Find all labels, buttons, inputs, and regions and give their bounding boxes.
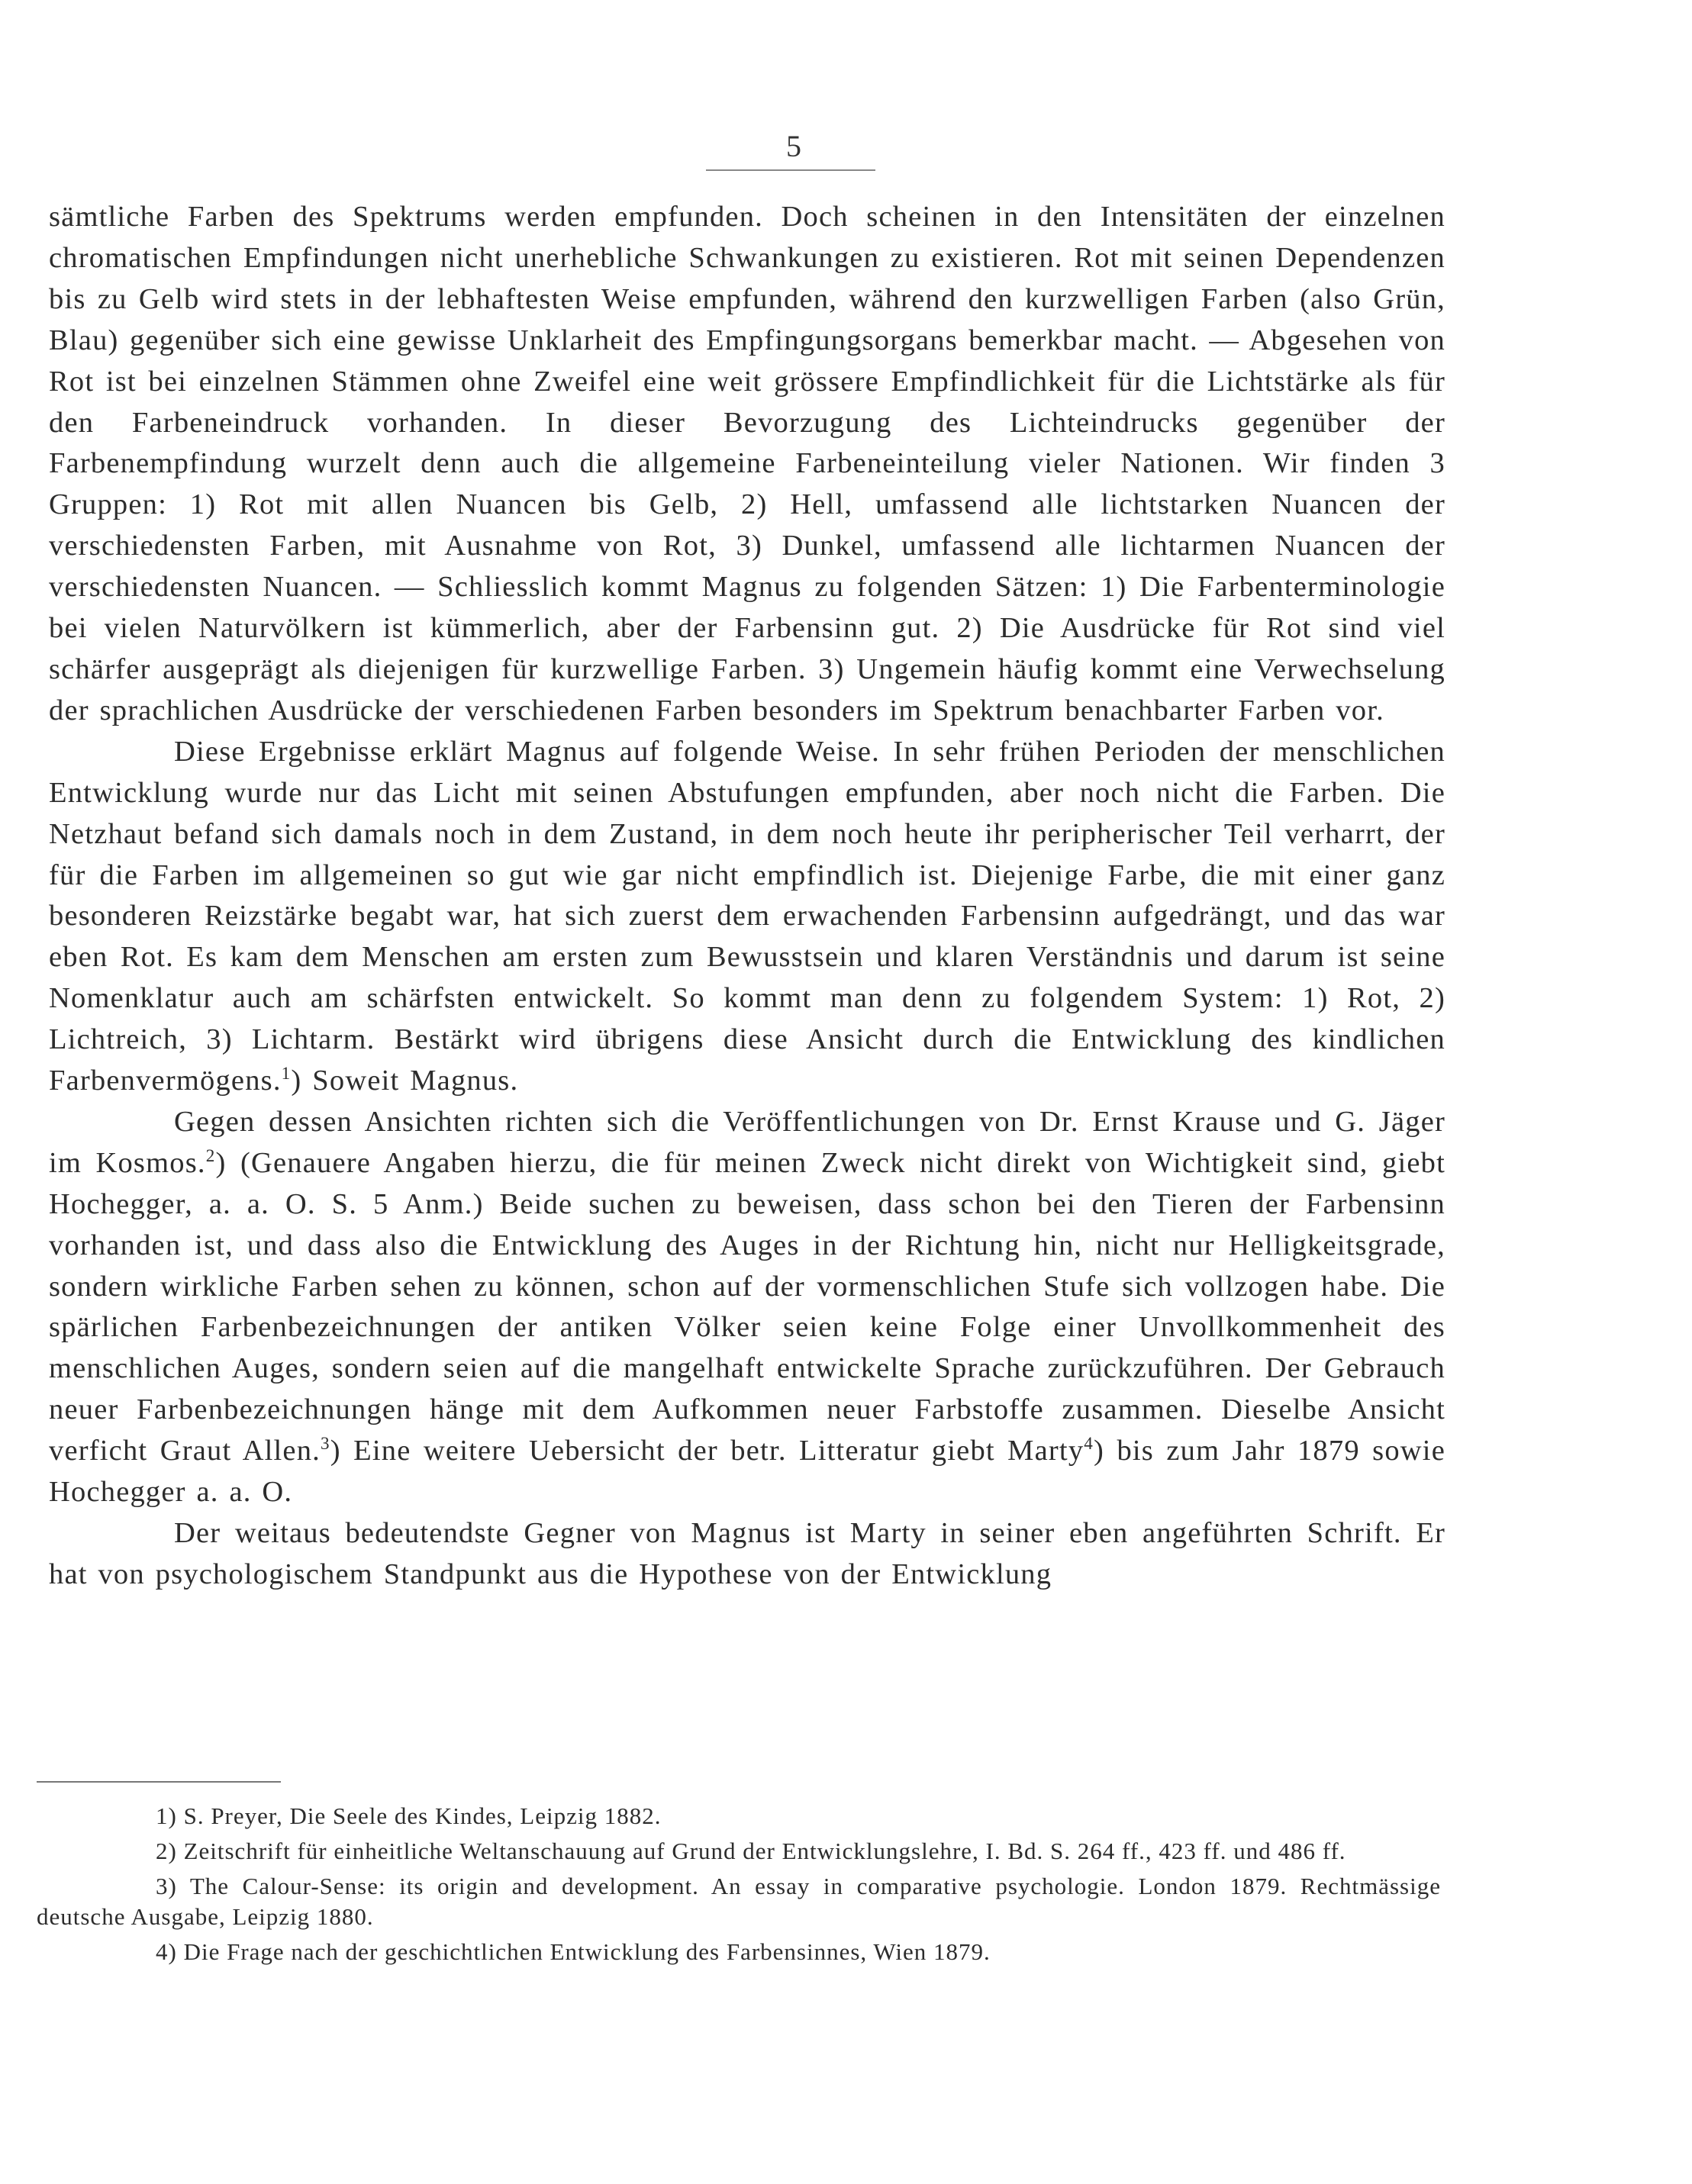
footnote-2: 2) Zeitschrift für einheitliche Weltanschauung auf Grund der Entwicklungslehre, I. Bd. S. 264 ff., 423 ff. und 486 ff. [156, 1838, 1346, 1864]
paragraph-1: sämtliche Farben des Spektrums werden empfunden. Doch scheinen in den Intensitäten der einzelnen chromatischen Empfindungen nicht unerhebliche Schwankungen zu existieren. Rot mit seinen Dependenzen bis zu Gelb wird stets in der lebhaftesten Weise empfunden, während den kurzwelligen Farben (also Grün, Blau) gegenüber sich eine gewisse Unklarheit des Empfingungsorgans bemerkbar macht. — Abgesehen von Rot ist bei einzelnen Stämmen ohne Zweifel eine weit grössere Empfindlichkeit für die Lichtstärke als für den Farbeneindruck vorhanden. In dieser Bevorzugung des Lichteindrucks gegenüber der Farbenempfindung wurzelt denn auch die allgemeine Farbeneinteilung vieler Nationen. Wir finden 3 Gruppen: 1) Rot mit allen Nuancen bis Gelb, 2) Hell, umfassend alle lichtstarken Nuancen der verschiedensten Farben, mit Ausnahme von Rot, 3) Dunkel, umfassend alle lichtarmen Nuancen der verschiedensten Nuancen. — Schliesslich kommt Magnus zu folgenden Sätzen: 1) Die Farbenterminologie bei vielen Naturvölkern ist kümmerlich, aber der Farbensinn gut. 2) Die Ausdrücke für Rot sind viel schärfer ausgeprägt als diejenigen für kurzwellige Farben. 3) Ungemein häufig kommt eine Verwechselung der sprachlichen Ausdrücke der verschiedenen Farben besonders im Spektrum benachbarter Farben vor. [49, 201, 1445, 726]
footnote-1: 1) S. Preyer, Die Seele des Kindes, Leipzig 1882. [156, 1802, 662, 1829]
paragraph-2-tail: ) Soweit Magnus. [291, 1065, 519, 1097]
paragraph-2 [49, 732, 1445, 1102]
footnote-ref-2: 2 [205, 1145, 216, 1166]
paragraph-3-text-2: ) (Genauere Angaben hierzu, die für meinen Zweck nicht direkt von Wichtigkeit sind, giebt Hochegger, a. a. O. S. 5 Anm.) Beide suchen zu beweisen, dass schon bei den Tieren der Farbensinn vorhanden ist, und dass also die Entwicklung des Auges in der Richtung hin, nicht nur Helligkeitsgrade, sondern wirkliche Farben sehen zu können, schon auf der vormenschlichen Stufe sich vollzogen habe. Die spärlichen Farbenbezeichnungen der antiken Völker seien keine Folge einer Unvollkommenheit des menschlichen Auges, sondern seien auf die mangelhaft entwickelte Sprache zurückzuführen. Der Gebrauch neuer Farbenbezeichnungen hänge mit dem Aufkommen neuer Farbstoffe zusammen. Dieselbe Ansicht verficht Graut Allen. [49, 1146, 1446, 1467]
paragraph-3-text-3: ) Eine weitere Uebersicht der betr. Litteratur giebt Marty [330, 1435, 1084, 1467]
footnote-ref-4: 4 [1084, 1433, 1094, 1454]
footnote-4: 4) Die Frage nach der geschichtlichen Entwicklung des Farbensinnes, Wien 1879. [156, 1938, 991, 1965]
footnote-ref-1: 1 [281, 1063, 292, 1084]
body-text [49, 197, 1445, 1596]
paragraph-3-text-1: Gegen dessen Ansichten richten sich die Veröffentlichungen von Dr. Ernst Krause und G. Jäger im Kosmos. [49, 1105, 1445, 1179]
footnote-rule [37, 1781, 281, 1783]
paragraph-4: Der weitaus bedeutendste Gegner von Magnus ist Marty in seiner eben angeführten Schrift. Er hat von psychologischem Standpunkt aus die Hypothese von der Entwicklung [49, 1517, 1445, 1590]
page-number: 5 [786, 129, 801, 163]
paragraph-3-text-4: ) bis zum Jahr 1879 sowie Hochegger a. a. O. [49, 1435, 1445, 1509]
paragraph-2-text: Diese Ergebnisse erklärt Magnus auf folgende Weise. In sehr frühen Perioden der menschlichen Entwicklung wurde nur das Licht mit seinen Abstufungen empfunden, aber noch nicht die Farben. Die Netzhaut befand sich damals noch in dem Zustand, in dem noch heute ihr peripherischer Teil verharrt, der für die Farben im allgemeinen so gut wie gar nicht empfindlich ist. Diejenige Farbe, die mit einer ganz besonderen Reizstärke begabt war, hat sich zuerst dem erwachenden Farbensinn aufgedrängt, und das war eben Rot. Es kam dem Menschen am ersten zum Bewusstsein und klaren Verständnis und darum ist seine Nomenklatur auch am schärfsten entwickelt. So kommt man denn zu folgendem System: 1) Rot, 2) Lichtreich, 3) Lichtarm. Bestärkt wird übrigens diese Ansicht durch die Entwicklung des kindlichen Farbenvermögens. [49, 735, 1445, 1097]
footnote-3: 3) The Calour-Sense: its origin and development. An essay in comparative psychologie. London 1879. Rechtmässige deutsche Ausgabe, Leipzig 1880. [37, 1873, 1441, 1930]
footnote-ref-3: 3 [321, 1433, 330, 1454]
paragraph-3 [49, 1102, 1445, 1513]
footnotes [37, 1801, 1441, 1972]
header-rule [706, 169, 875, 171]
